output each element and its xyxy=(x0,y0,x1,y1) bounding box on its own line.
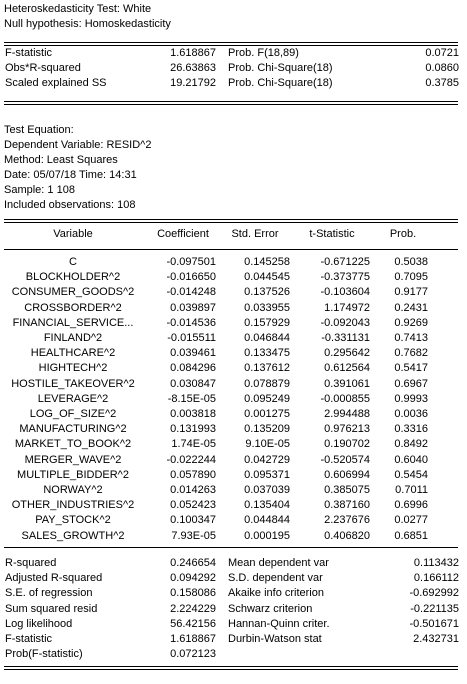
std-error-value: 0.033955 xyxy=(244,301,290,314)
divider xyxy=(4,222,458,223)
prob-value: 0.7095 xyxy=(394,271,428,284)
summary-value: 1.618867 xyxy=(170,633,216,645)
std-error-value: 0.095371 xyxy=(244,468,290,481)
std-error-value: 0.137612 xyxy=(244,362,290,375)
equation-info-line: Sample: 1 108 xyxy=(4,184,75,196)
prob-value: 0.5417 xyxy=(394,362,428,375)
variable-name: LOG_OF_SIZE^2 xyxy=(29,408,117,420)
summary-label: Schwarz criterion xyxy=(228,602,313,615)
coefficient-value: -0.015511 xyxy=(167,332,216,344)
coefficient-value: 0.052423 xyxy=(170,499,216,512)
variable-name: BLOCKHOLDER^2 xyxy=(25,271,121,284)
std-error-value: 0.137526 xyxy=(244,286,290,299)
summary-value: 0.246654 xyxy=(170,557,216,569)
variable-name: OTHER_INDUSTRIES^2 xyxy=(11,499,135,512)
coefficient-value: 0.014263 xyxy=(170,484,216,496)
summary-value: 0.072123 xyxy=(170,648,216,661)
t-statistic-value: -0.103604 xyxy=(320,286,370,299)
coefficient-value: 1.74E-05 xyxy=(171,438,216,451)
prob-value: 0.0036 xyxy=(394,408,428,420)
std-error-value: 0.001275 xyxy=(244,408,290,420)
t-statistic-value: 0.391061 xyxy=(324,377,370,390)
prob-value: 0.6967 xyxy=(394,377,428,390)
test-stat-label: F-statistic xyxy=(5,47,53,59)
summary-label: R-squared xyxy=(5,557,57,569)
std-error-value: 0.157929 xyxy=(244,316,290,329)
table-header-col-prob: Prob. xyxy=(389,228,417,240)
prob-value: 0.5454 xyxy=(394,468,428,481)
divider xyxy=(4,547,458,548)
prob-value: 0.6851 xyxy=(394,529,428,542)
prob-value: 0.3316 xyxy=(394,423,428,436)
std-error-value: 0.044545 xyxy=(244,271,290,284)
divider xyxy=(4,219,458,220)
std-error-value: 0.046844 xyxy=(244,332,290,344)
summary-value: 56.42156 xyxy=(170,617,216,630)
summary-label: Sum squared resid xyxy=(5,602,98,615)
t-statistic-value: -0.520574 xyxy=(320,453,370,466)
coefficient-value: -0.014248 xyxy=(166,286,216,299)
summary-value: -0.221135 xyxy=(410,602,459,615)
prob-value: 0.5038 xyxy=(394,256,428,268)
t-statistic-value: -0.000855 xyxy=(320,392,370,405)
coefficient-value: 0.100347 xyxy=(170,514,216,527)
table-header-col-variable: Variable xyxy=(53,228,93,240)
std-error-value: 0.044844 xyxy=(244,514,290,527)
t-statistic-value: 2.237676 xyxy=(324,514,370,527)
test-stat-label: Obs*R-squared xyxy=(5,62,81,74)
variable-name: HIGHTECH^2 xyxy=(38,362,108,375)
summary-value: 0.094292 xyxy=(170,572,216,585)
test-title: Heteroskedasticity Test: White xyxy=(4,3,152,15)
equation-info-line: Included observations: 108 xyxy=(4,199,136,211)
std-error-value: 0.078879 xyxy=(244,377,290,390)
equation-info-line: Date: 05/07/18 Time: 14:31 xyxy=(4,169,137,181)
variable-name: FINANCIAL_SERVICE... xyxy=(12,316,134,329)
std-error-value: 9.10E-05 xyxy=(245,438,290,451)
summary-label: Prob(F-statistic) xyxy=(5,648,83,661)
summary-label: Durbin-Watson stat xyxy=(228,633,322,645)
prob-value: 0.7011 xyxy=(395,484,428,496)
coefficient-value: 0.003818 xyxy=(170,408,216,420)
std-error-value: 0.135404 xyxy=(244,499,290,512)
divider xyxy=(4,669,458,670)
test-stat-prob: 0.3785 xyxy=(425,77,459,89)
variable-name: C xyxy=(69,256,77,268)
coefficient-value: -0.014536 xyxy=(166,316,216,329)
prob-value: 0.9269 xyxy=(394,316,428,329)
coefficient-value: 0.039461 xyxy=(170,347,216,360)
t-statistic-value: -0.092043 xyxy=(320,316,370,329)
summary-label: S.D. dependent var xyxy=(228,572,323,585)
t-statistic-value: -0.373775 xyxy=(320,271,370,284)
t-statistic-value: 0.406820 xyxy=(324,529,370,542)
t-statistic-value: 0.976213 xyxy=(324,423,370,436)
summary-value: -0.501671 xyxy=(409,617,459,630)
variable-name: CROSSBORDER^2 xyxy=(24,301,122,314)
test-stat-value: 19.21792 xyxy=(170,77,216,89)
test-stat-prob: 0.0860 xyxy=(425,62,459,74)
t-statistic-value: 0.190702 xyxy=(324,438,370,451)
summary-label: Log likelihood xyxy=(5,617,73,630)
summary-label: Hannan-Quinn criter. xyxy=(228,617,330,630)
test-stat-prob-label: Prob. Chi-Square(18) xyxy=(228,77,333,89)
t-statistic-value: 1.174972 xyxy=(324,301,370,314)
prob-value: 0.7413 xyxy=(394,332,428,344)
variable-name: SALES_GROWTH^2 xyxy=(21,529,125,542)
summary-label: S.E. of regression xyxy=(5,587,93,600)
t-statistic-value: 0.387160 xyxy=(324,499,370,512)
test-stat-prob-label: Prob. Chi-Square(18) xyxy=(228,62,333,74)
variable-name: HEALTHCARE^2 xyxy=(30,347,116,360)
variable-name: CONSUMER_GOODS^2 xyxy=(11,286,135,299)
table-header-col-std-error: Std. Error xyxy=(231,228,279,240)
prob-value: 0.8492 xyxy=(394,438,428,451)
std-error-value: 0.037039 xyxy=(244,484,290,496)
coefficient-value: -0.022244 xyxy=(166,453,216,466)
prob-value: 0.2431 xyxy=(394,301,428,314)
test-stat-label: Scaled explained SS xyxy=(5,77,107,89)
t-statistic-value: 0.612564 xyxy=(324,362,370,375)
t-statistic-value: 0.385075 xyxy=(324,484,370,496)
coefficient-value: -0.097501 xyxy=(166,256,216,268)
variable-name: HOSTILE_TAKEOVER^2 xyxy=(11,377,135,390)
coefficient-value: -0.016650 xyxy=(166,271,216,284)
coefficient-value: 0.039897 xyxy=(170,301,216,314)
variable-name: MANUFACTURING^2 xyxy=(19,423,127,436)
t-statistic-value: -0.331131 xyxy=(321,332,370,344)
prob-value: 0.9993 xyxy=(394,392,428,405)
summary-value: 2.224229 xyxy=(170,602,216,615)
null-hypothesis: Null hypothesis: Homoskedasticity xyxy=(4,18,171,30)
summary-value: 0.166112 xyxy=(413,572,459,585)
variable-name: FINLAND^2 xyxy=(43,332,103,344)
variable-name: MERGER_WAVE^2 xyxy=(24,453,122,466)
prob-value: 0.6996 xyxy=(394,499,428,512)
summary-label: Mean dependent var xyxy=(228,557,329,569)
t-statistic-value: -0.671225 xyxy=(320,256,370,268)
summary-value: 0.113432 xyxy=(413,557,459,569)
std-error-value: 0.145258 xyxy=(244,256,290,268)
coefficient-value: -8.15E-05 xyxy=(167,392,216,405)
std-error-value: 0.133475 xyxy=(244,347,290,360)
summary-value: 2.432731 xyxy=(413,633,459,645)
equation-info-line: Method: Least Squares xyxy=(4,154,118,166)
divider xyxy=(4,42,458,43)
summary-value: -0.692992 xyxy=(409,587,459,600)
test-stat-prob: 0.0721 xyxy=(425,47,459,59)
divider xyxy=(4,101,458,102)
coefficient-value: 0.084296 xyxy=(170,362,216,375)
divider xyxy=(4,666,458,667)
coefficient-value: 0.030847 xyxy=(170,377,216,390)
std-error-value: 0.000195 xyxy=(244,529,290,542)
summary-value: 0.158086 xyxy=(170,587,216,600)
divider xyxy=(4,104,458,105)
test-stat-value: 26.63863 xyxy=(170,62,216,74)
test-stat-value: 1.618867 xyxy=(170,47,216,59)
std-error-value: 0.135209 xyxy=(244,423,290,436)
std-error-value: 0.095249 xyxy=(244,392,290,405)
prob-value: 0.0277 xyxy=(394,514,428,527)
coefficient-value: 7.93E-05 xyxy=(171,529,216,542)
summary-label: F-statistic xyxy=(5,633,53,645)
test-stat-prob-label: Prob. F(18,89) xyxy=(228,47,299,59)
summary-label: Akaike info criterion xyxy=(228,587,324,600)
summary-label: Adjusted R-squared xyxy=(5,572,103,585)
prob-value: 0.9177 xyxy=(394,286,428,299)
variable-name: PAY_STOCK^2 xyxy=(35,514,111,527)
t-statistic-value: 0.606994 xyxy=(324,468,370,481)
variable-name: NORWAY^2 xyxy=(43,484,103,496)
t-statistic-value: 0.295642 xyxy=(324,347,370,360)
variable-name: MULTIPLE_BIDDER^2 xyxy=(17,468,129,481)
table-header-col-t-statistic: t-Statistic xyxy=(309,228,355,240)
prob-value: 0.6040 xyxy=(394,453,428,466)
divider xyxy=(4,249,458,250)
variable-name: MARKET_TO_BOOK^2 xyxy=(14,438,132,451)
equation-info-line: Dependent Variable: RESID^2 xyxy=(4,139,152,151)
coefficient-value: 0.131993 xyxy=(170,423,216,436)
variable-name: LEVERAGE^2 xyxy=(37,392,109,405)
table-header-col-coefficient: Coefficient xyxy=(157,228,209,240)
prob-value: 0.7682 xyxy=(394,347,428,360)
coefficient-value: 0.057890 xyxy=(170,468,216,481)
std-error-value: 0.042729 xyxy=(244,453,290,466)
t-statistic-value: 2.994488 xyxy=(324,408,370,420)
equation-info-line: Test Equation: xyxy=(4,124,74,136)
